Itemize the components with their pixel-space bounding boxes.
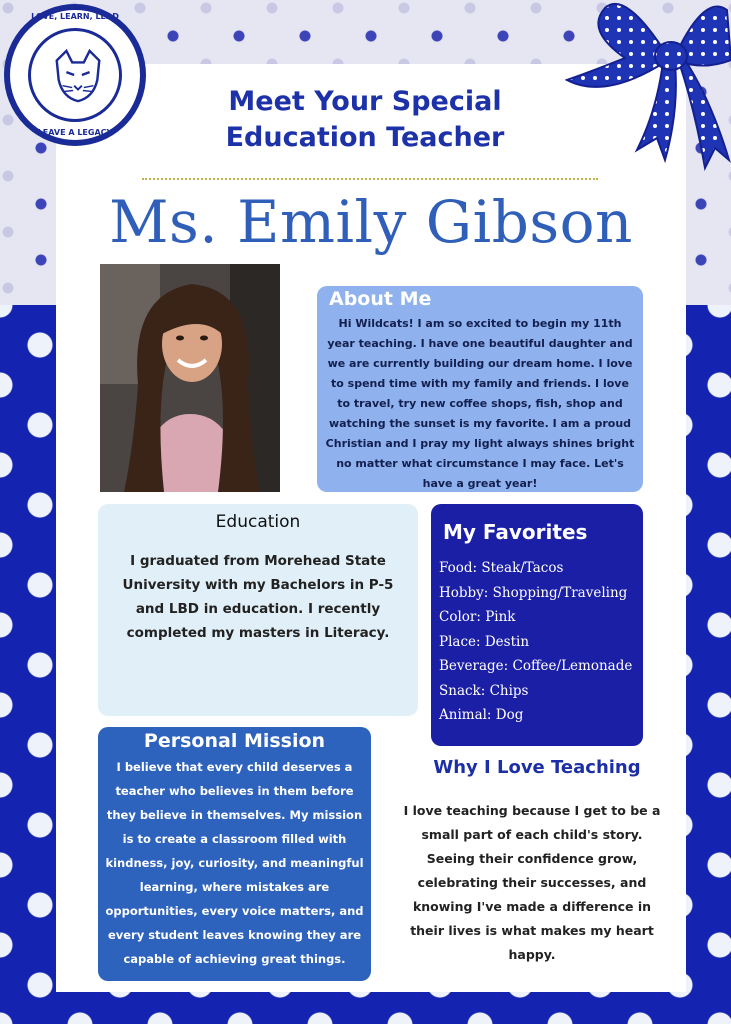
favorite-item: Animal: Dog [439, 707, 524, 723]
favorite-item: Place: Destin [439, 633, 530, 650]
about-me-box [317, 286, 643, 492]
title-line-2: Education Teacher [225, 121, 505, 153]
education-heading: Education [215, 512, 301, 532]
favorite-item: Color: Pink [439, 609, 516, 625]
teacher-name: Ms. Emily Gibson [109, 188, 633, 256]
education-box [98, 504, 418, 716]
title-divider [142, 178, 598, 180]
personal-mission-box [98, 727, 371, 981]
page-title [160, 84, 570, 155]
why-i-love-teaching-text: I love teaching because I get to be a small part of each child's story. Seeing their confidence grow, celebrating their successes, and knowing I've made a difference in their lives is what makes my heart happy. [403, 803, 661, 962]
teacher-photo [100, 264, 280, 492]
about-me-text: Hi Wildcats! I am so excited to begin my 11th year teaching. I have one beautiful daughter and we are currently building our dream home. I love to spend time with my family and friends. I love to travel, try new coffee shops, fish, shop and watching the sunset is my favorite. I am a proud Christian and I pray my light always shines bright no matter what circumstance I may face. Let's have a great year! [325, 317, 635, 490]
personal-mission-heading: Personal Mission [143, 730, 326, 752]
bow-icon [565, 0, 731, 172]
about-me-heading: About Me [329, 288, 432, 310]
favorite-item: Food: Steak/Tacos [439, 560, 564, 576]
favorite-item: Hobby: Shopping/Traveling [439, 584, 628, 601]
logo-motto-top: LOVE, LEARN, LEAD [31, 12, 119, 21]
favorite-item: Beverage: Coffee/Lemonade [439, 658, 633, 674]
favorites-heading: My Favorites [443, 520, 588, 544]
personal-mission-text: I believe that every child deserves a teacher who believes in them before they believe in themselves. My mission is to create a classroom filled with kindness, joy, curiosity, and meaningful learning, where mistakes are opportunities, every voice matters, and every student leaves knowing they are capable of achieving great things. [105, 760, 364, 966]
favorites-list [439, 556, 639, 728]
why-i-love-teaching-heading: Why I Love Teaching [433, 757, 641, 778]
favorites-box [431, 504, 643, 746]
title-line-1: Meet Your Special [228, 86, 502, 117]
wildcat-icon [49, 47, 107, 105]
education-text: I graduated from Morehead State University with my Bachelors in P-5 and LBD in education. I recently completed my masters in Literacy. [122, 553, 394, 641]
logo-emblem [28, 28, 122, 122]
wildcat-logo [4, 4, 146, 146]
logo-motto-bottom: LEAVE A LEGACY [37, 128, 113, 137]
favorite-item: Snack: Chips [439, 682, 529, 699]
